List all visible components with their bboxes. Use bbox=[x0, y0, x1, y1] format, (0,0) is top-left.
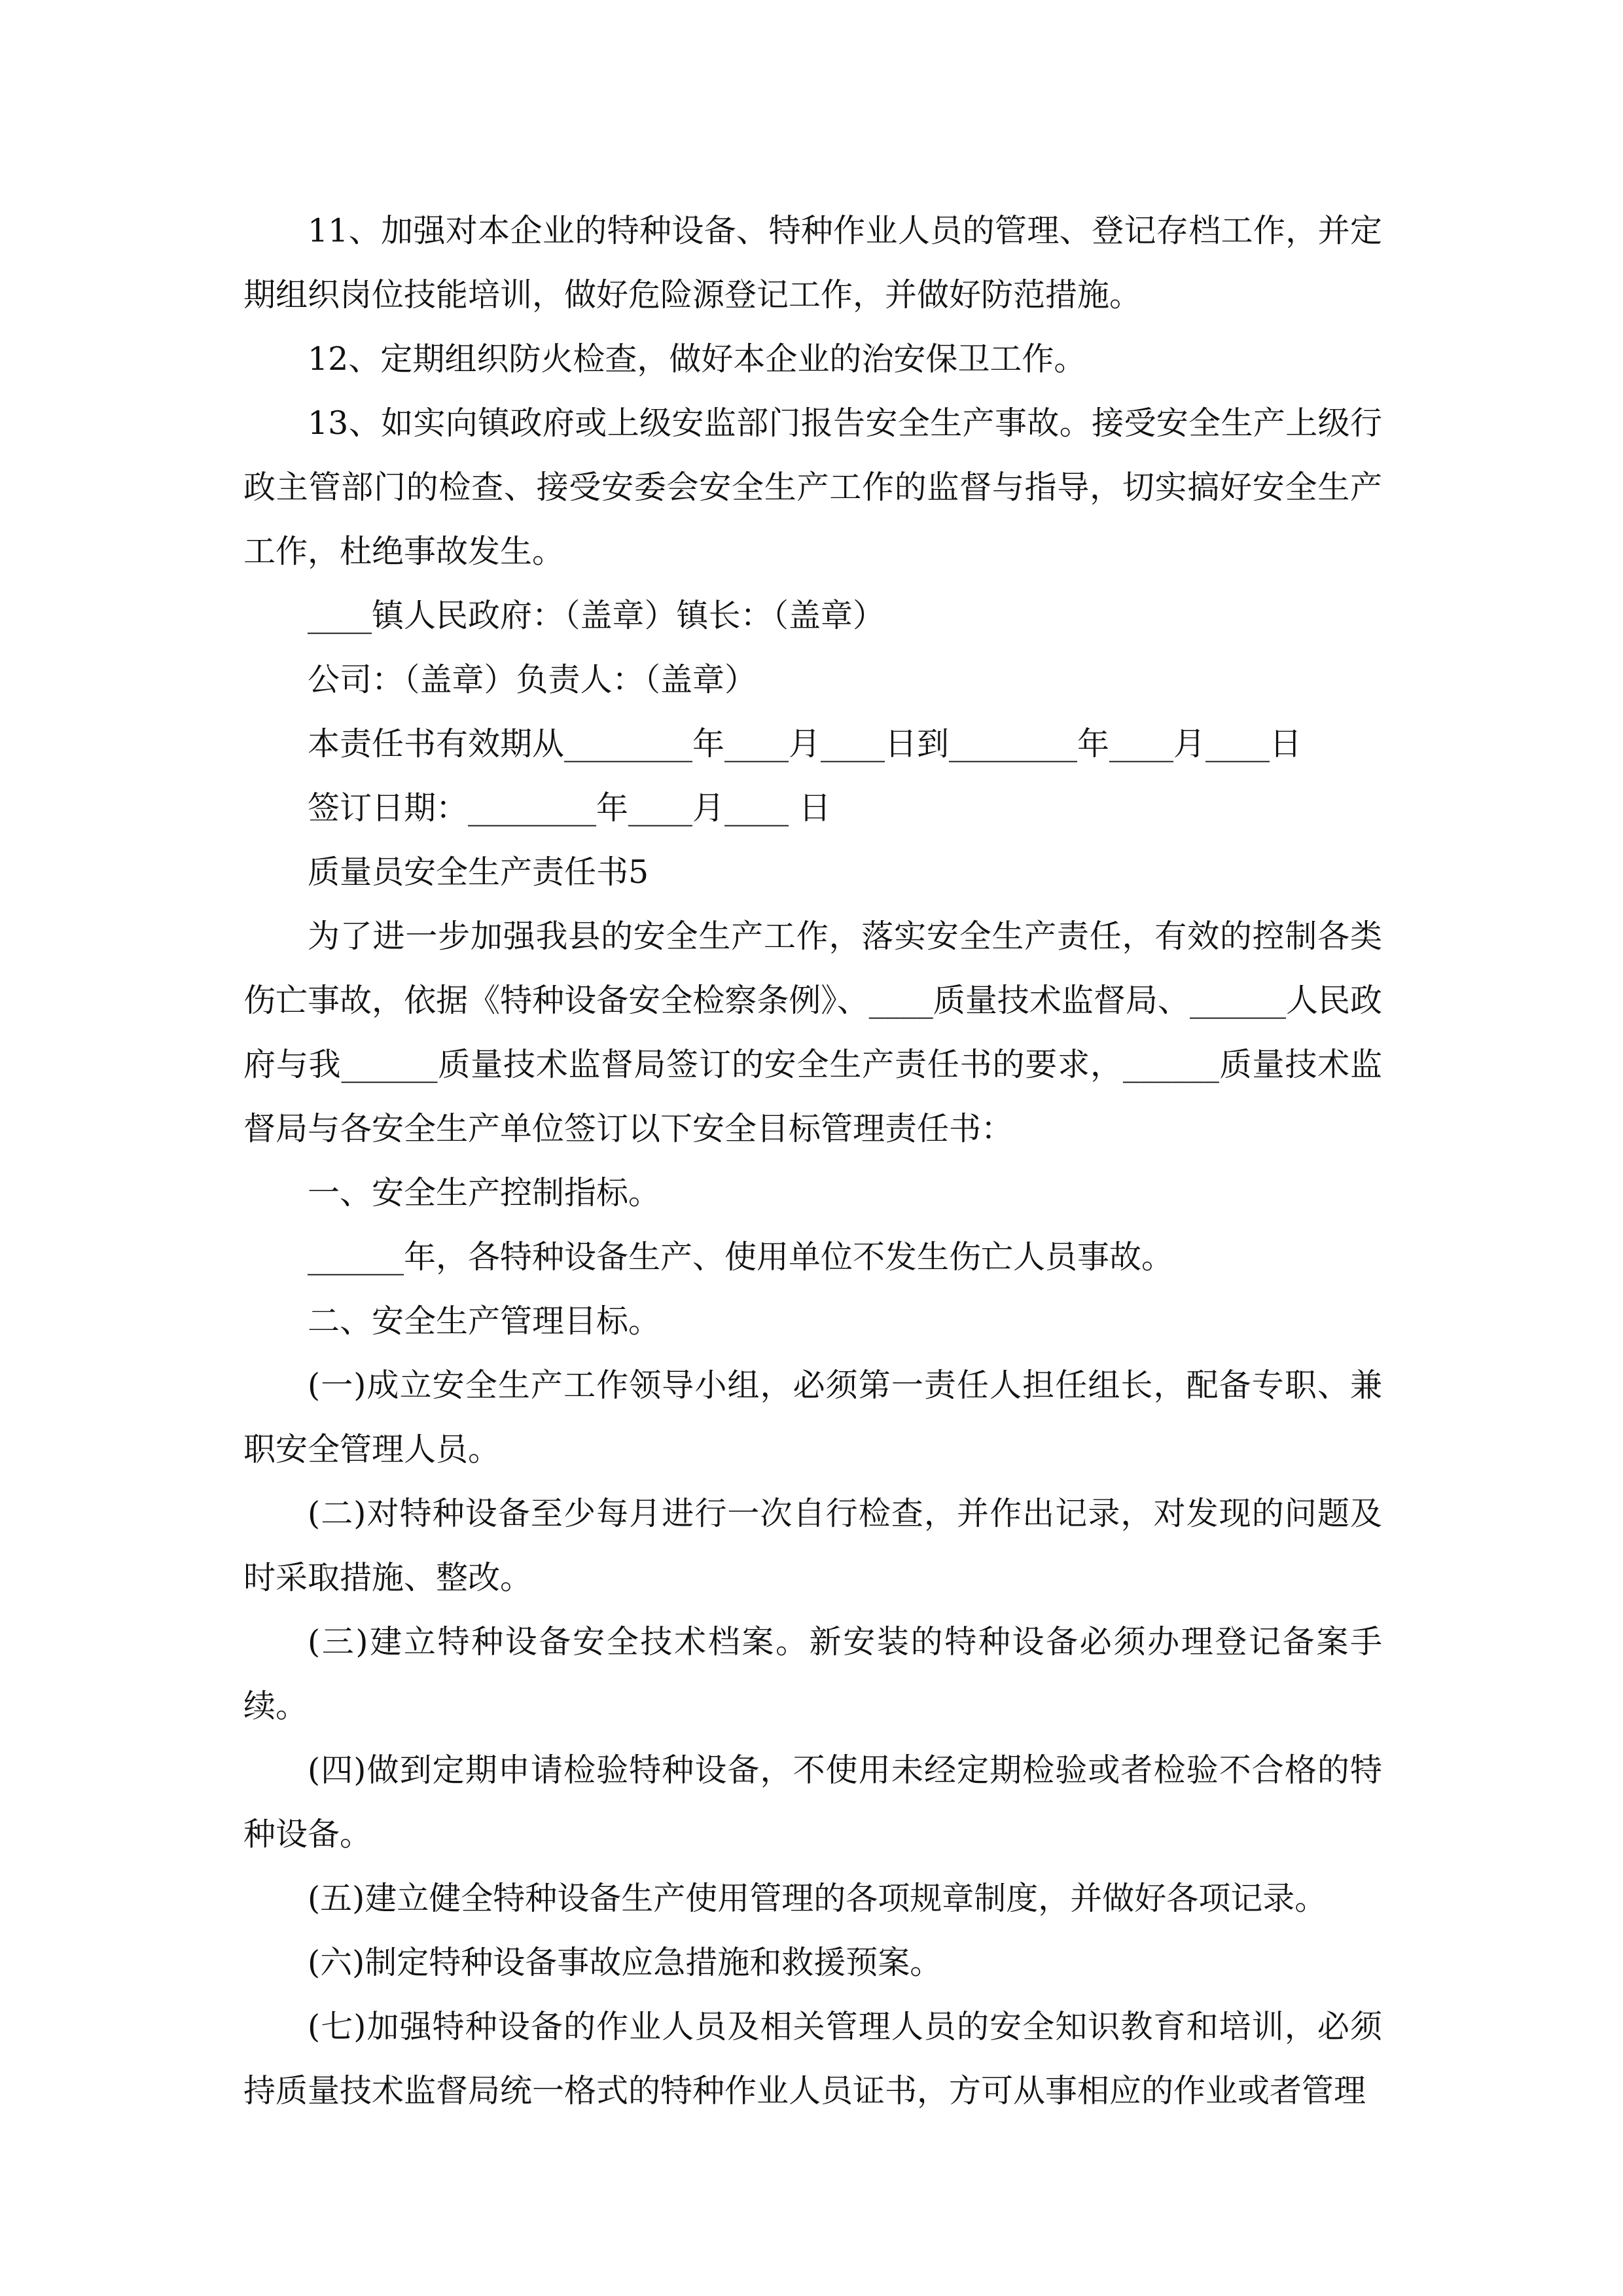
paragraph-item-11: 11、加强对本企业的特种设备、特种作业人员的管理、登记存档工作，并定期组织岗位技能培训，做好危险源登记工作，并做好防范措施。 bbox=[243, 212, 1382, 314]
goal-item-2: (二)对特种设备至少每月进行一次自行检查，并作出记录，对发现的问题及时采取措施、整改。 bbox=[243, 1495, 1382, 1596]
paragraph-item-13: 13、如实向镇政府或上级安监部门报告安全生产事故。接受安全生产上级行政主管部门的检查、接受安委会安全生产工作的监督与指导，切实搞好安全生产工作，杜绝事故发生。 bbox=[243, 404, 1382, 570]
signature-line-government: ____镇人民政府：（盖章）镇长：（盖章） bbox=[308, 597, 885, 634]
section-title: 质量员安全生产责任书5 bbox=[308, 853, 649, 891]
heading-management-goals: 二、安全生产管理目标。 bbox=[308, 1302, 661, 1340]
signature-line-company: 公司：（盖章）负责人：（盖章） bbox=[308, 661, 757, 698]
goal-item-7: (七)加强特种设备的作业人员及相关管理人员的安全知识教育和培训，必须持质量技术监督局统一格式的特种作业人员证书，方可从事相应的作业或者管理 bbox=[243, 2008, 1382, 2109]
goal-item-4: (四)做到定期申请检验特种设备，不使用未经定期检验或者检验不合格的特种设备。 bbox=[243, 1751, 1382, 1853]
heading-control-indicators: 一、安全生产控制指标。 bbox=[308, 1174, 661, 1211]
paragraph-item-12: 12、定期组织防火检查，做好本企业的治安保卫工作。 bbox=[308, 340, 1086, 378]
goal-item-6: (六)制定特种设备事故应急措施和救援预案。 bbox=[308, 1944, 942, 1981]
validity-period-line: 本责任书有效期从________年____月____日到________年____月____日 bbox=[308, 725, 1302, 762]
goal-item-5: (五)建立健全特种设备生产使用管理的各项规章制度，并做好各项记录。 bbox=[308, 1880, 1327, 1917]
document-body bbox=[243, 199, 1382, 2123]
signing-date-line: 签订日期：________年____月____ 日 bbox=[308, 789, 831, 827]
goal-item-3: (三)建立特种设备安全技术档案。新安装的特种设备必须办理登记备案手续。 bbox=[243, 1623, 1382, 1725]
intro-paragraph: 为了进一步加强我县的安全生产工作，落实安全生产责任，有效的控制各类伤亡事故，依据《特种设备安全检察条例》、____质量技术监督局、______人民政府与我______质量技术监督局签订的安全生产责任书的要求，______质量技术监督局与各安全生产单位签订以下安全目标管理责任书： bbox=[243, 918, 1382, 1147]
goal-item-1: (一)成立安全生产工作领导小组，必须第一责任人担任组长，配备专职、兼职安全管理人员。 bbox=[243, 1367, 1382, 1468]
control-indicator-text: ______年，各特种设备生产、使用单位不发生伤亡人员事故。 bbox=[308, 1238, 1174, 1276]
